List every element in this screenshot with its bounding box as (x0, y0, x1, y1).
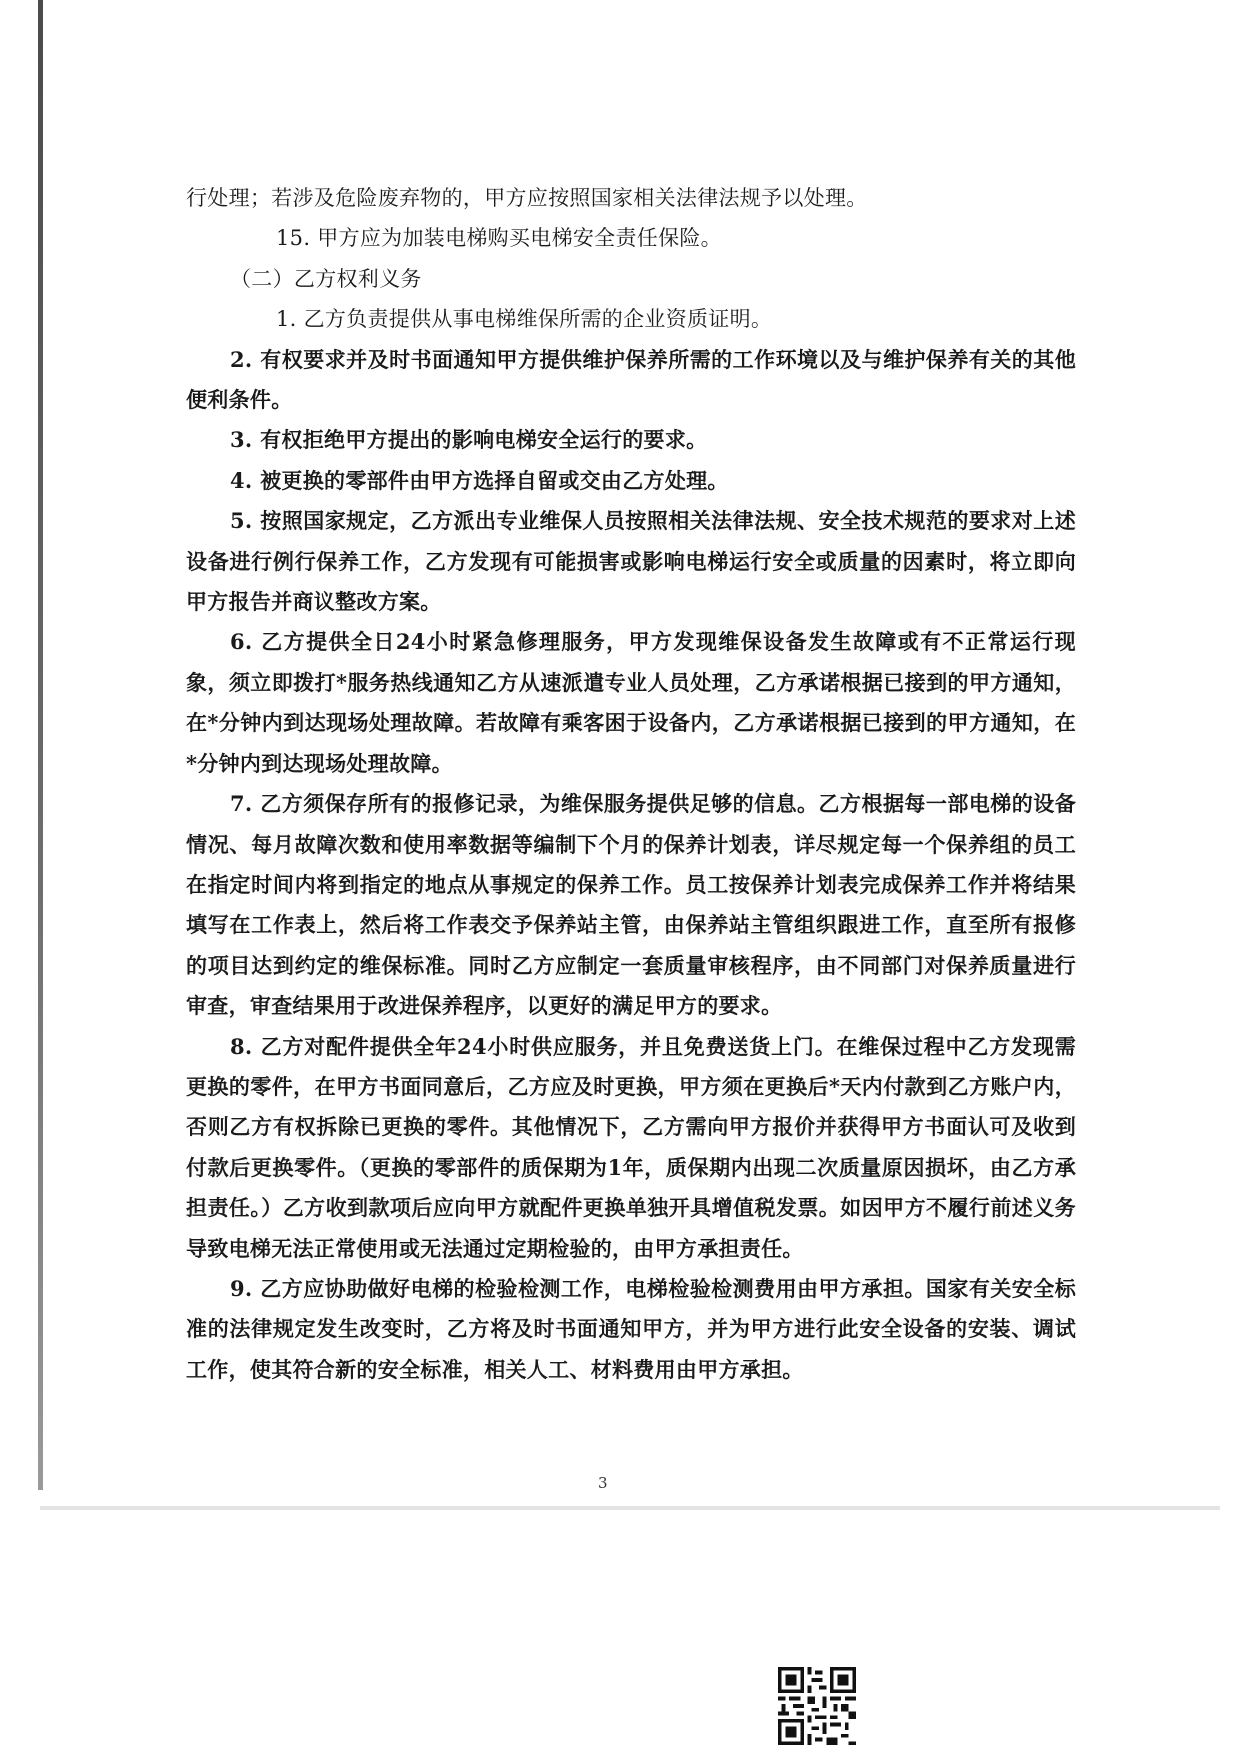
paragraph-clause-b3: 3. 有权拒绝甲方提出的影响电梯安全运行的要求。 (230, 427, 708, 453)
scan-shadow-edge (38, 0, 43, 1490)
paragraph-clause-b7: 7. 乙方须保存所有的报修记录，为维保服务提供足够的信息。乙方根据每一部电梯的设备情况、每月故障次数和使用率数据等编制下个月的保养计划表，详尽规定每一个保养组的员工在指定时间内将到指定的地点从事规定的保养工作。员工按保养计划表完成保养工作并将结果填写在工作表上，然后将工作表交予保养站主管，由保养站主管组织跟进工作，直至所有报修的项目达到约定的维保标准。同时乙方应制定一套质量审核程序，由不同部门对保养质量进行审查，审查结果用于改进保养程序，以更好的满足甲方的要求。 (186, 791, 1076, 1019)
document-body (186, 178, 1076, 1390)
paragraph-clause-b2: 2. 有权要求并及时书面通知甲方提供维护保养所需的工作环境以及与维护保养有关的其他便利条件。 (186, 346, 1076, 413)
paragraph-continuation: 行处理；若涉及危险废弃物的，甲方应按照国家相关法律法规予以处理。 (186, 186, 868, 210)
paragraph-clause-b6: 6. 乙方提供全日24小时紧急修理服务，甲方发现维保设备发生故障或有不正常运行现象，须立即拨打*服务热线通知乙方从速派遣专业人员处理，乙方承诺根据已接到的甲方通知，在*分钟内到达现场处理故障。若故障有乘客困于设备内，乙方承诺根据已接到的甲方通知，在*分钟内到达现场处理故障。 (186, 629, 1076, 776)
paragraph-clause-15: 15. 甲方应为加装电梯购买电梯安全责任保险。 (276, 226, 722, 251)
paragraph-clause-b5: 5. 按照国家规定，乙方派出专业维保人员按照相关法律法规、安全技术规范的要求对上述设备进行例行保养工作，乙方发现有可能损害或影响电梯运行安全或质量的因素时，将立即向甲方报告并商议整改方案。 (186, 508, 1076, 615)
scan-fold-line (40, 1506, 1220, 1510)
page-number: 3 (598, 1474, 608, 1492)
paragraph-clause-b4: 4. 被更换的零部件由甲方选择自留或交由乙方处理。 (230, 467, 729, 493)
qr-code-icon (778, 1664, 856, 1748)
paragraph-clause-b8: 8. 乙方对配件提供全年24小时供应服务，并且免费送货上门。在维保过程中乙方发现需更换的零件，在甲方书面同意后，乙方应及时更换，甲方须在更换后*天内付款到乙方账户内，否则乙方有权拆除已更换的零件。其他情况下，乙方需向甲方报价并获得甲方书面认可及收到付款后更换零件。（更换的零部件的质保期为1年，质保期内出现二次质量原因损坏，由乙方承担责任。）乙方收到款项后应向甲方就配件更换单独开具增值税发票。如因甲方不履行前述义务导致电梯无法正常使用或无法通过定期检验的，由甲方承担责任。 (186, 1033, 1076, 1261)
paragraph-clause-b1: 1. 乙方负责提供从事电梯维保所需的企业资质证明。 (276, 307, 773, 332)
section-heading-party-b: （二）乙方权利义务 (230, 266, 422, 291)
paragraph-clause-b9: 9. 乙方应协助做好电梯的检验检测工作，电梯检验检测费用由甲方承担。国家有关安全标准的法律规定发生改变时，乙方将及时书面通知甲方，并为甲方进行此安全设备的安装、调试工作，使其符合新的安全标准，相关人工、材料费用由甲方承担。 (186, 1275, 1076, 1382)
